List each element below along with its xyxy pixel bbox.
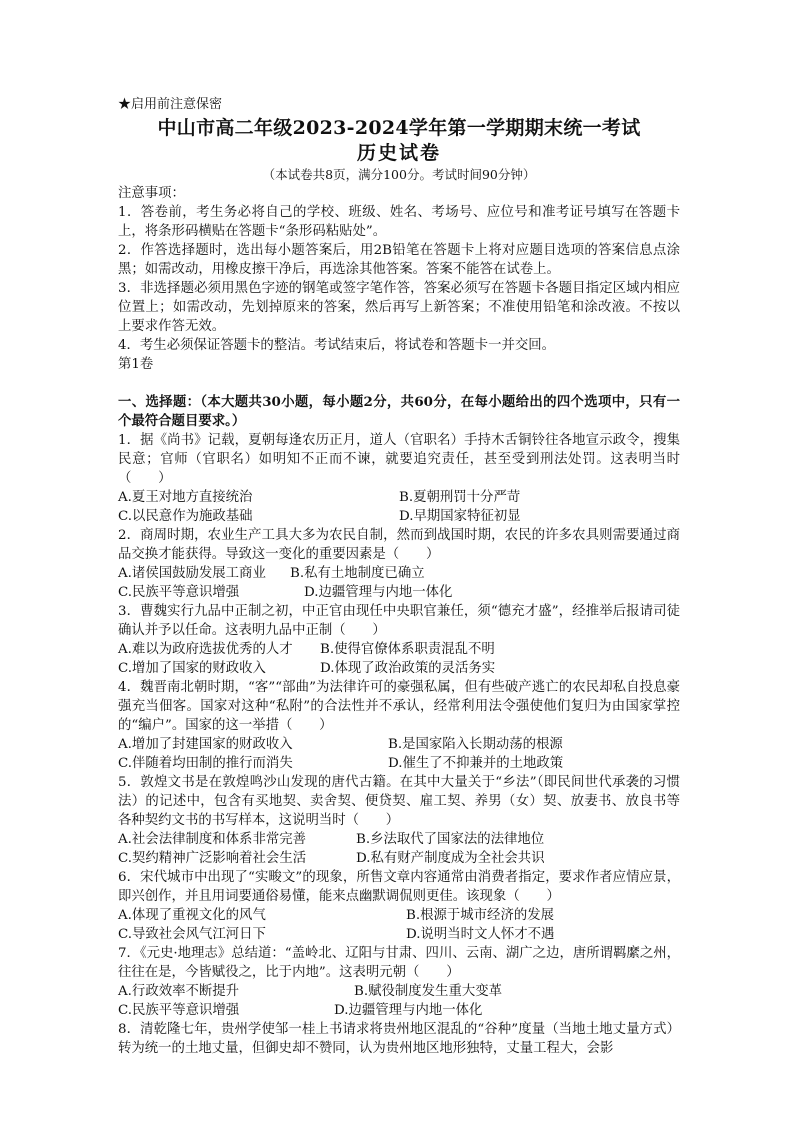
exam-title: 中山市高二年级2023-2024学年第一学期期末统一考试 [157, 117, 641, 139]
option-a[interactable]: A.夏王对地方直接统治 [118, 490, 253, 505]
option-a[interactable]: A.社会法律制度和体系非常完善 [118, 832, 307, 847]
option-a[interactable]: A.诸侯国鼓励发展工商业 [118, 566, 266, 581]
option-row [118, 925, 680, 944]
question-stem: 5．敦煌文书是在敦煌鸣沙山发现的唐代古籍。在其中大量关于“乡法”（即民间世代承袭的习惯法）的记述中，包含有买地契、卖舍契、便贷契、雇工契、养男（女）契、放妻书、放良书等各种契约文书的书写样本，这说明当时（ ） [118, 775, 680, 828]
option-row [118, 488, 680, 507]
question-stem: 2．商周时期，农业生产工具大多为农民自制，然而到战国时期，农民的许多农具则需要通过商品交换才能获得。导致这一变化的重要因素是（ ） [118, 528, 680, 562]
option-c[interactable]: C.导致社会风气江河日下 [118, 927, 266, 942]
option-d[interactable]: D.边疆管理与内地一体化 [334, 1003, 483, 1018]
question-stem: 8．清乾隆七年，贵州学使邹一桂上书请求将贵州地区混乱的“谷种”度量（当地土地丈量方式）转为统一的土地丈量，但御史却不赞同，认为贵州地区地形独特，丈量工程大，会影 [118, 1022, 680, 1056]
option-row [118, 735, 680, 754]
option-b[interactable]: B.根源于城市经济的发展 [406, 908, 555, 923]
option-row [118, 583, 680, 602]
option-d[interactable]: D.早期国家特征初显 [399, 509, 521, 524]
option-d[interactable]: D.私有财产制度成为全社会共识 [356, 851, 545, 866]
option-a[interactable]: A.难以为政府选拔优秀的人才 [118, 642, 293, 657]
option-d[interactable]: D.催生了不抑兼并的土地政策 [388, 756, 564, 771]
subject-title: 历史试卷 [356, 142, 441, 164]
option-a[interactable]: A.体现了重视文化的风气 [118, 908, 266, 923]
note-item: 1．答卷前，考生务必将自己的学校、班级、姓名、考场号、应位号和准考证号填写在答题卡上，将条形码横贴在答题卡“条形码粘贴处”。 [118, 205, 680, 239]
option-row [118, 830, 680, 849]
option-b[interactable]: B.夏朝刑罚十分严苛 [399, 490, 521, 505]
option-c[interactable]: C.民族平等意识增强 [118, 585, 240, 600]
option-b[interactable]: B.使得官僚体系职责混乱不明 [320, 642, 495, 657]
notes-heading: 注意事项： [118, 186, 185, 201]
option-d[interactable]: D.体现了政治政策的灵活务实 [320, 661, 496, 676]
option-row [118, 507, 680, 526]
note-item: 2．作答选择题时，选出每小题答案后，用2B铅笔在答题卡上将对应题目选项的答案信息点涂黑；如需改动，用橡皮擦干净后，再选涂其他答案。答案不能答在试卷上。 [118, 243, 680, 277]
option-row [118, 849, 680, 868]
option-row [118, 640, 680, 659]
question-stem: 6．宋代城市中出现了“实畯文”的现象，所售文章内容通常由消费者指定，要求作者应情应景，即兴创作，并且用词要通俗易懂，能来点幽默调侃则更佳。该现象（ ） [118, 870, 680, 904]
question-stem: 3．曹魏实行九品中正制之初，中正官由现任中央职官兼任，须“德充才盛”，经推举后报请司徒确认并予以任命。这表明九品中正制（ ） [118, 604, 680, 638]
option-c[interactable]: C.伴随着均田制的推行而消失 [118, 756, 293, 771]
note-item: 3．非选择题必须用黑色字迹的钢笔或签字笔作答，答案必须写在答题卡各题目指定区域内相应位置上；如需改动，先划掉原来的答案，然后再写上新答案；不准使用铅笔和涂改液。不按以上要求作答无效。 [118, 281, 680, 334]
option-c[interactable]: C.增加了国家的财政收入 [118, 661, 266, 676]
spacer [118, 374, 680, 393]
option-d[interactable]: D.边疆管理与内地一体化 [304, 585, 453, 600]
note-item: 4．考生必须保证答题卡的整洁。考试结束后，将试卷和答题卡一并交回。 [118, 338, 556, 353]
option-row [118, 564, 680, 583]
option-row [118, 1001, 680, 1020]
option-b[interactable]: B.赋役制度发生重大变革 [354, 984, 503, 999]
question-stem: 4．魏晋南北朝时期，“客”“部曲”为法律许可的豪强私属，但有些破产逃亡的农民却私自投息豪强充当佃客。国家对这种“私附”的合法性并不承认，经常利用法令强使他们复归为由国家掌控的“编户”。国家的这一举措（ ） [118, 680, 680, 733]
option-a[interactable]: A.行政效率不断提升 [118, 984, 240, 999]
option-a[interactable]: A.增加了封建国家的财政收入 [118, 737, 293, 752]
option-c[interactable]: C.以民意作为施政基础 [118, 509, 253, 524]
option-c[interactable]: C.民族平等意识增强 [118, 1003, 240, 1018]
option-row [118, 659, 680, 678]
option-row [118, 906, 680, 925]
confidential-notice: ★启用前注意保密 [118, 97, 223, 112]
option-b[interactable]: B.乡法取代了国家法的法律地位 [356, 832, 545, 847]
option-b[interactable]: B.是国家陷入长期动荡的根源 [388, 737, 563, 752]
option-b[interactable]: B.私有土地制度已确立 [290, 566, 425, 581]
option-row [118, 982, 680, 1001]
section-heading: 一、选择题：（本大题共30小题，每小题2分，共60分，在每小题给出的四个选项中，只有一个最符合题目要求。） [118, 394, 680, 429]
exam-subtitle: （本试卷共8页，满分100分。考试时间90分钟） [262, 167, 536, 182]
volume-label: 第1卷 [118, 357, 154, 372]
option-row [118, 754, 680, 773]
question-stem: 1．据《尚书》记载，夏朝每逢农历正月，道人（官职名）手持木舌铜铃往各地宣示政令，搜集民意；官师（官职名）如明知不正而不谏，就要追究责任，甚至受到刑法处罚。这表明当时（ ） [118, 433, 680, 486]
question-stem: 7．《元史·地理志》总结道：“盖岭北、辽阳与甘肃、四川、云南、湖广之边，唐所谓羁縻之州，往往在是，今皆赋役之，比于内地”。这表明元朝（ ） [118, 946, 680, 980]
exam-page [118, 96, 680, 1058]
option-d[interactable]: D.说明当时文人怀才不遇 [406, 927, 555, 942]
option-c[interactable]: C.契约精神广泛影响着社会生活 [118, 851, 307, 866]
